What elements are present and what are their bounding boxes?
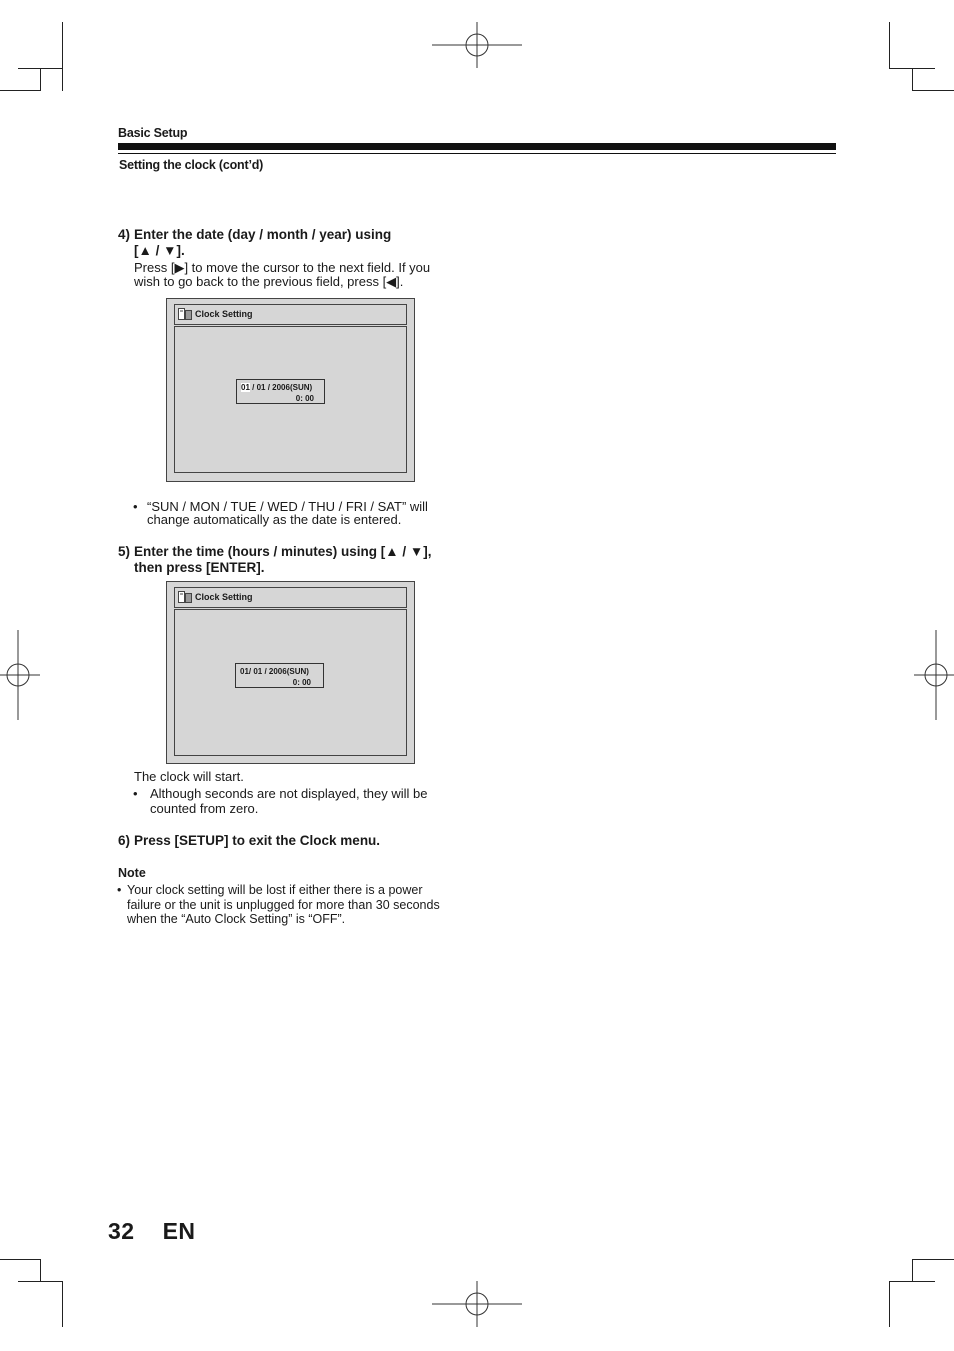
screen-title: Clock Setting [195, 309, 253, 319]
page-number [108, 1218, 196, 1245]
step-4-description-line1: Press [▶] to move the cursor to the next field. If you [134, 260, 431, 275]
screen-title-bar [174, 304, 407, 325]
note-line2: failure or the unit is unplugged for more than 30 seconds [127, 897, 440, 912]
note-line3: when the “Auto Clock Setting” is “OFF”. [127, 912, 346, 926]
bullet-symbol: • [133, 786, 138, 801]
date-rest: / 01 / 2006(SUN) [249, 383, 313, 392]
note-heading: Note [118, 866, 146, 880]
date-display [241, 383, 312, 392]
time-display: 0: 00 [295, 394, 314, 403]
screen-title: Clock Setting [195, 592, 253, 602]
step-number: 6) [118, 833, 131, 848]
header-rule [118, 143, 836, 150]
subsection-title: Setting the clock (cont’d) [119, 158, 264, 172]
clock-setting-screen-1 [166, 298, 415, 482]
step-4-description-line2: wish to go back to the previous field, press [◀]. [134, 274, 404, 289]
language-code: EN [162, 1218, 196, 1244]
clock-value-box [235, 663, 324, 688]
clock-value-box [236, 379, 325, 404]
bullet-seconds-line2: counted from zero. [150, 801, 259, 816]
date-cursor-field: 01 [241, 383, 250, 392]
bullet-days-line1: “SUN / MON / TUE / WED / THU / FRI / SAT” will [147, 499, 428, 514]
clock-menu-icon [178, 308, 192, 320]
step-title: Press [SETUP] to exit the Clock menu. [134, 833, 381, 848]
step-number: 4) [118, 227, 131, 242]
step-title-line1: Enter the time (hours / minutes) using [▲ / ▼], [134, 544, 432, 559]
bullet-seconds-note [133, 787, 463, 817]
bullet-days-note [133, 500, 463, 530]
header-rule-thin [118, 153, 836, 154]
date-display: 01/ 01 / 2006(SUN) [240, 667, 309, 676]
step-6-heading [118, 833, 478, 850]
bullet-seconds-line1: Although seconds are not displayed, they will be [150, 786, 428, 801]
step-title-line1: Enter the date (day / month / year) using [134, 227, 392, 242]
clock-setting-screen-2 [166, 581, 415, 764]
clock-start-text: The clock will start. [134, 769, 244, 784]
note-line1: Your clock setting will be lost if either there is a power [127, 883, 423, 897]
step-5-heading [118, 544, 478, 578]
time-display: 0: 00 [292, 678, 311, 687]
step-title-line2: [▲ / ▼]. [134, 243, 185, 258]
step-4-heading [118, 227, 478, 261]
section-title: Basic Setup [118, 126, 188, 140]
note-body [117, 883, 462, 929]
page-number-value: 32 [108, 1218, 135, 1244]
step-title-line2: then press [ENTER]. [134, 560, 265, 575]
clock-menu-icon [178, 591, 192, 603]
screen-title-bar [174, 587, 407, 608]
bullet-days-line2: change automatically as the date is entered. [147, 512, 402, 527]
step-number: 5) [118, 544, 131, 559]
bullet-symbol: • [133, 499, 138, 514]
bullet-symbol: • [117, 883, 122, 897]
